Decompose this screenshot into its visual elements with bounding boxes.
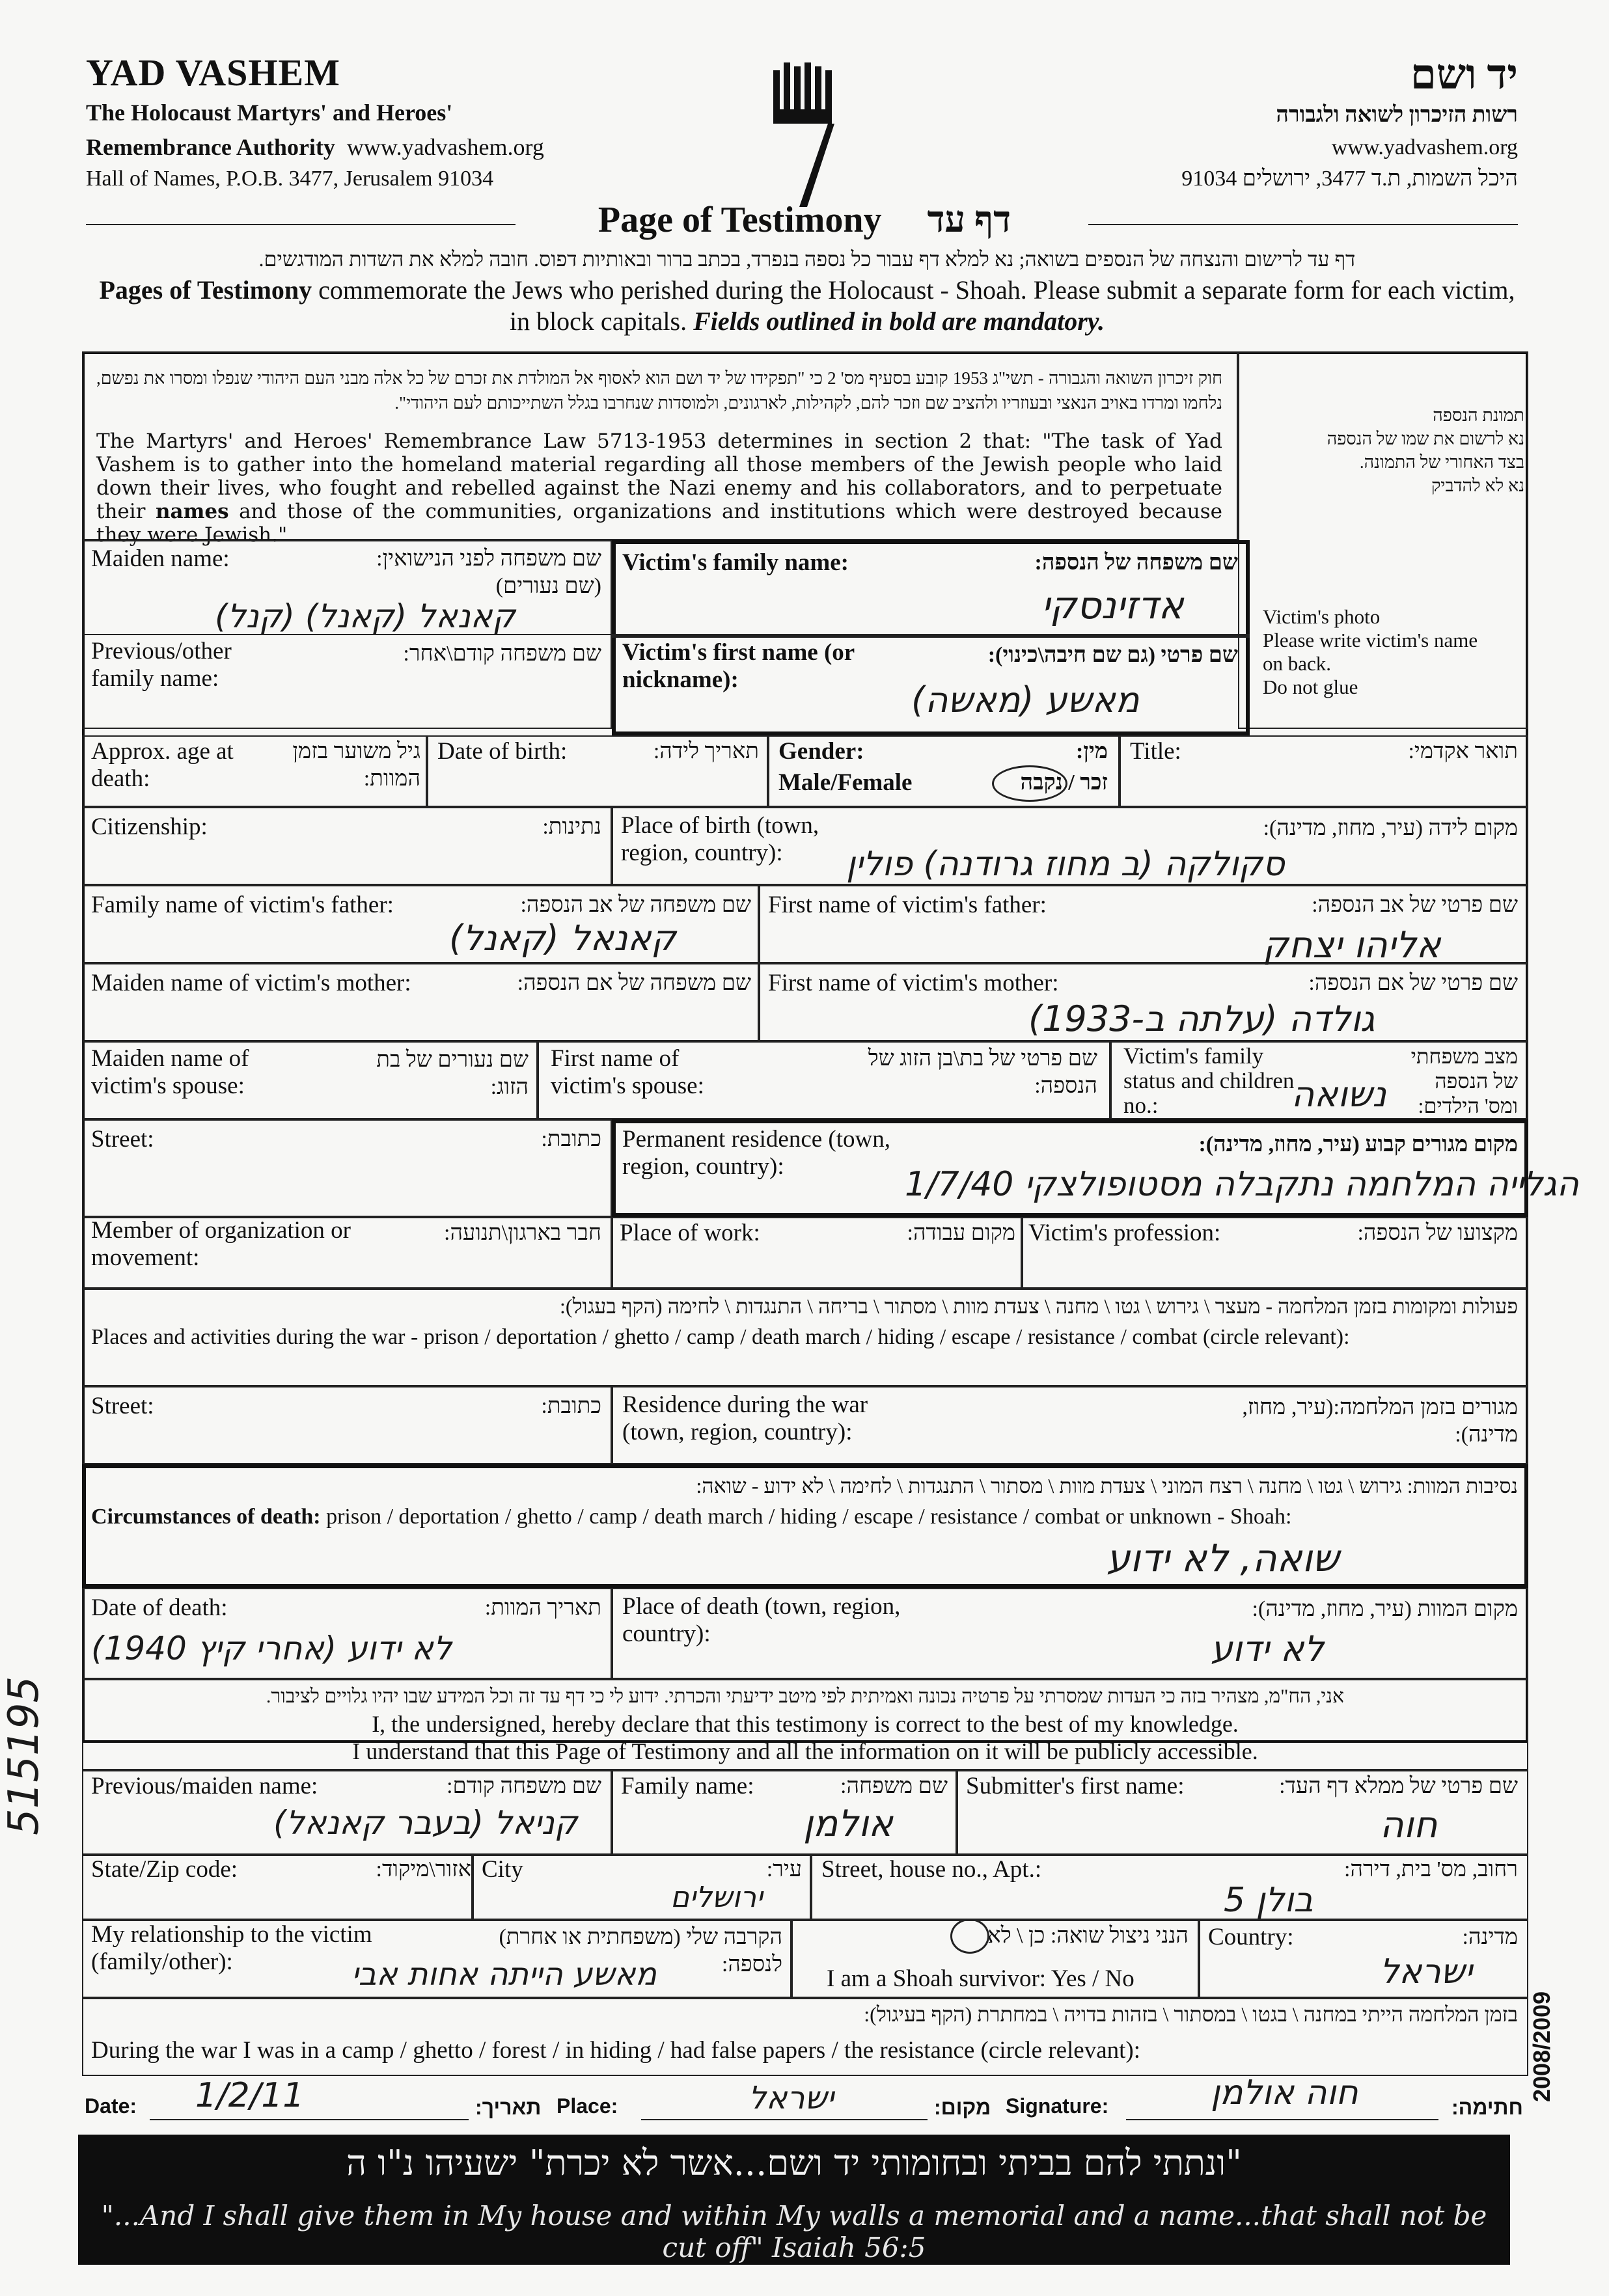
city-value[interactable]: ירושלים <box>670 1881 763 1914</box>
father-family-value[interactable]: קאנאל (קאנל) <box>449 918 676 959</box>
org-en-authority: Remembrance Authority <box>86 134 335 160</box>
submitter-prev-value[interactable]: קניאל (בעבר קאנאל) <box>273 1804 578 1842</box>
photo-en-1: Victim's photo <box>1263 605 1381 628</box>
declaration-en-1: I, the undersigned, hereby declare that this testimony is correct to the best of my knowledge. <box>372 1711 1239 1737</box>
circumstances-label <box>91 1503 1291 1531</box>
profession-label: Victim's profession: <box>1028 1220 1221 1246</box>
mother-maiden-label: Maiden name of victim's mother: <box>91 970 411 996</box>
father-family-label: Family name of victim's father: <box>91 892 394 918</box>
city-label: City <box>482 1856 523 1883</box>
maiden-name-value[interactable]: קאנאל (קאנל) (קנל) <box>215 597 516 635</box>
mother-maiden-label-he: שם משפחה של אם הנספה: <box>517 971 751 995</box>
war-res-label: Residence during the war (town, region, country): <box>622 1391 868 1445</box>
father-first-label-he: שם פרטי של אב הנספה: <box>1312 893 1518 917</box>
divider <box>612 634 1250 638</box>
photo-he-1: תמונת הנספה <box>1433 405 1524 425</box>
intro-hebrew: דף עד לרישום והנצחה של הנספים בשואה; נא למלא דף עבור כל נספה בנפרד, בכתב ברור ובאותיות דפוס. חובה למלא את השדות המודגשים. <box>258 247 1356 271</box>
spouse-maiden-label-he: שם נעורים של בת הזוג: <box>376 1048 529 1099</box>
victim-family-label: Victim's family name: <box>622 549 849 576</box>
country-label: Country: <box>1208 1924 1294 1950</box>
org-he-subtitle: רשות הזיכרון לשואה ולגבורה <box>1276 103 1518 127</box>
war-street-label: Street: <box>91 1393 154 1419</box>
war-experience-label-he: בזמן המלחמה הייתי במחנה \ בגטו \ במסתור \ בזהות בדויה \ במחתרת (הקף בעיגול): <box>864 2002 1518 2026</box>
places-label: Places and activities during the war - prison / deportation / ghetto / camp / death march / hiding / escape / resistance / combat (circle relevant): <box>91 1325 1350 1349</box>
victim-family-value[interactable]: אדזינסקי <box>1041 583 1184 627</box>
org-label: Member of organization or movement: <box>91 1217 351 1271</box>
submitter-prev-label: Previous/maiden name: <box>91 1773 318 1799</box>
yad-vashem-logo <box>768 57 840 217</box>
prev-family-label: Previous/other family name: <box>91 638 232 692</box>
work-label: Place of work: <box>620 1220 760 1246</box>
war-res-label-he: מגורים בזמן המלחמה:(עיר, מחוז, מדינה): <box>1242 1395 1518 1447</box>
father-first-value[interactable]: אליהו יצחק <box>1263 924 1441 966</box>
country-value[interactable]: ישראל <box>1380 1952 1473 1991</box>
photo-he-3: בצד האחורי של התמונה. <box>1359 452 1524 472</box>
survivor-label: I am a Shoah survivor: Yes / No <box>827 1965 1135 1992</box>
sig-label-he: חתימה: <box>1451 2096 1523 2119</box>
law-text-he: חוק זיכרון השואה והגבורה - תשי"ג 1953 קובע בסעיף מס' 2 כי "תפקידו של יד ושם הוא לאסוף אל המולדת את זכרם של כל אלה מבני העם היהודי שנפלו ומסרו את נפשם, נלחמו ומרדו באויב הנאצי ובעוזריו ולהציב שם וזכר להם, לקהילות, לארגונים, ולמוסדות שנחרבו בגלל השתייכותם לעם היהודי". <box>96 368 1223 413</box>
sig-date-label: Date: <box>85 2094 137 2118</box>
mother-first-value[interactable]: גולדה (עלתה ב-1933) <box>1028 998 1375 1039</box>
survivor-label-he: הנני ניצול שואה: כן \ לא <box>987 1924 1189 1948</box>
relationship-label: My relationship to the victim (family/other): <box>91 1921 372 1975</box>
sig-date-line <box>150 2119 469 2120</box>
maiden-name-label-he: שם משפחה לפני הנישואין: (שם נעורים) <box>376 547 601 598</box>
submitter-street-label-he: רחוב, מס' בית, דירה: <box>1343 1857 1518 1881</box>
work-label-he: מקום עבודה: <box>907 1221 1015 1245</box>
law-en-part1: The Martyrs' and Heroes' Remembrance Law 5713-1953 determines in section 2 that: "The task of Yad Vashem is to gather into the homeland material regarding all those members of the Jewish people who laid down their lives, who fought and rebelled against the Nazi enemy and his collaborators, and to perpetuate their <box>96 430 1222 523</box>
pod-label: Place of death (town, region, country): <box>622 1593 901 1647</box>
victim-first-label-he: שם פרטי (גם שם חיבה\כינוי): <box>987 643 1238 667</box>
photo-en-2: Please write victim's name <box>1263 629 1478 651</box>
pod-label-he: מקום המוות (עיר, מחוז, מדינה): <box>1252 1597 1518 1621</box>
law-en-part2: and those of the communities, organizations and institutions which were destroyed because they were Jewish." <box>96 500 1222 547</box>
places-label-he: פעולות ומקומות בזמן המלחמה - מעצר \ גירוש \ גטו \ מחנה \ צעדת מוות \ מסתור \ בריחה \ התנגדות \ לחימה (הקף בעגול): <box>560 1294 1518 1318</box>
family-status-label-he: מצב משפחתי של הנספה ומס' הילדים: <box>1410 1045 1518 1117</box>
pob-value[interactable]: סקולקה (ב מחוז גרודנה) פולין <box>846 845 1285 884</box>
country-label-he: מדינה: <box>1462 1925 1518 1949</box>
circumstances-label-bold: Circumstances of death: <box>91 1505 321 1529</box>
profession-label-he: מקצועו של הנספה: <box>1357 1221 1518 1245</box>
age-label-he: גיל משוער בזמן המוות: <box>292 739 420 791</box>
maiden-name-label: Maiden name: <box>91 545 230 572</box>
relationship-label-he: הקרבה שלי (משפחתית או אחרת) לנספה: <box>499 1925 782 1976</box>
submitter-family-value[interactable]: אולמן <box>803 1803 893 1845</box>
perm-res-value[interactable]: הגלייה המלחמה נתקבלה מסטופולצקי 1/7/40 <box>905 1165 1579 1204</box>
pob-label: Place of birth (town, region, country): <box>621 812 819 866</box>
spouse-first-label-he: שם פרטי של בת\בן הזוג של הנספה: <box>868 1046 1097 1098</box>
photo-he-4: נא לא להדביק <box>1431 476 1524 495</box>
relationship-value[interactable]: מאשע הייתה אחות אבי <box>351 1956 657 1993</box>
sig-date-label-he: תאריך: <box>475 2096 542 2119</box>
gender-options-he: זכר / נקבה <box>1020 771 1108 795</box>
sig-place-value[interactable]: ישראל <box>749 2080 834 2116</box>
margin-handwritten-number: 515195 <box>0 1676 48 1835</box>
divider <box>82 634 612 635</box>
submitter-street-label: Street, house no., Apt.: <box>821 1856 1042 1883</box>
father-family-label-he: שם משפחה של אב הנספה: <box>520 893 751 917</box>
dob-label-he: תאריך לידה: <box>653 739 759 763</box>
war-street-label-he: כתובת: <box>541 1394 601 1418</box>
law-en-names: names <box>155 500 229 523</box>
family-status-label: Victim's family status and children no.: <box>1123 1043 1295 1118</box>
pob-label-he: מקום לידה (עיר, מחוז, מדינה): <box>1263 816 1518 840</box>
sig-value[interactable]: חוה אולמן <box>1211 2073 1358 2112</box>
circumstances-label-he: נסיבות המוות: גירוש \ גטו \ מחנה \ רצח המוני \ צעדת מוות \ מסתור \ התנגדות \ לחימה \ לא ידוע - שואה: <box>696 1474 1518 1497</box>
page-title-en: Page of Testimony <box>598 200 882 240</box>
sig-place-line <box>641 2119 928 2120</box>
org-en-subtitle-2 <box>86 133 544 161</box>
form-code: 2008/2009 <box>1528 1991 1555 2102</box>
gender-options: Male/Female <box>778 769 913 796</box>
photo-en-4: Do not glue <box>1263 676 1358 698</box>
pod-value[interactable]: לא ידוע <box>1211 1628 1325 1669</box>
citizenship-label-he: נתינות: <box>542 815 601 839</box>
spouse-first-label: First name of victim's spouse: <box>551 1045 704 1099</box>
spouse-maiden-label: Maiden name of victim's spouse: <box>91 1045 249 1099</box>
victim-first-value[interactable]: מאשע (מאשה) <box>911 679 1140 720</box>
page-title-he: דף עד <box>927 200 1011 240</box>
page-title <box>0 199 1609 241</box>
intro-en-bold: Pages of Testimony <box>99 275 312 305</box>
mother-first-label: First name of victim's mother: <box>768 970 1059 996</box>
perm-res-label: Permanent residence (town, region, country): <box>622 1126 890 1180</box>
victim-first-label: Victim's first name (or nickname): <box>622 639 855 693</box>
street-label-he: כתובת: <box>541 1127 601 1151</box>
footer-quote-he: "ונתתי להם בביתי ובחומותי יד ושם...אשר לא יכרת" ישעיהו נ"ו ה <box>346 2142 1243 2183</box>
declaration-he: אני, הח"מ, מצהיר בזה כי העדות שמסרתי על פרטיה נכונה ואמיתית לפי מיטב ידיעתי והכרתי. ידוע לי כי דף עד זה וכל המידע שבו יהיו גלויים לציבור. <box>266 1686 1345 1707</box>
dod-label: Date of death: <box>91 1594 228 1621</box>
submitter-prev-label-he: שם משפחה קודם: <box>447 1774 601 1798</box>
org-en-title: YAD VASHEM <box>86 51 340 94</box>
war-experience-label: During the war I was in a camp / ghetto / forest / in hiding / had false papers / the resistance (circle relevant): <box>91 2037 1141 2064</box>
sig-line <box>1126 2119 1438 2120</box>
dob-label: Date of birth: <box>437 738 568 765</box>
submitter-first-label-he: שם פרטי של ממלא דף העד: <box>1279 1774 1518 1798</box>
circumstances-label-text: prison / deportation / ghetto / camp / death march / hiding / escape / resistance / combat or unknown - Shoah: <box>320 1505 1292 1529</box>
org-en-url: www.yadvashem.org <box>346 134 544 160</box>
survivor-no-circle <box>950 1919 989 1954</box>
org-he-address: היכל השמות, ת.ד 3477, ירושלים 91034 <box>1181 167 1518 191</box>
org-he-url: www.yadvashem.org <box>1331 135 1518 159</box>
intro-en-text: commemorate the Jews who perished during the Holocaust - Shoah. Please submit a separate form for each victim, in block capitals. <box>312 275 1515 336</box>
zip-label-he: אזור\מיקוד: <box>376 1857 471 1881</box>
footer-quote-en: "...And I shall give them in My house and within My walls a memorial and a name...that shall not be cut off" Isaiah 56:5 <box>101 2200 1487 2263</box>
org-he-title: יד ושם <box>1410 51 1518 98</box>
org-en-address: Hall of Names, P.O.B. 3477, Jerusalem 91034 <box>86 167 494 191</box>
circumstances-value[interactable]: שואה, לא ידוע <box>1107 1536 1340 1580</box>
dod-value[interactable]: לא ידוע (אחרי קיץ 1940) <box>91 1630 452 1667</box>
mother-first-label-he: שם פרטי של אם הנספה: <box>1308 971 1518 995</box>
sig-place-label: Place: <box>557 2094 618 2118</box>
gender-female-circle <box>992 765 1067 802</box>
submitter-family-label-he: שם משפחה: <box>840 1774 948 1798</box>
citizenship-label: Citizenship: <box>91 813 208 840</box>
declaration-en-2: I understand that this Page of Testimony and all the information on it will be publicly accessible. <box>352 1738 1258 1764</box>
perm-res-label-he: מקום מגורים קבוע (עיר, מחוז, מדינה): <box>1198 1132 1518 1156</box>
submitter-street-value[interactable]: בולן 5 <box>1224 1881 1313 1920</box>
org-en-subtitle: The Holocaust Martyrs' and Heroes' <box>86 100 453 126</box>
zip-label: State/Zip code: <box>91 1856 238 1883</box>
dod-label-he: תאריך המוות: <box>484 1596 601 1620</box>
submitter-first-label: Submitter's first name: <box>966 1773 1185 1799</box>
intro-english <box>91 275 1523 337</box>
org-label-he: חבר בארגון\תנועה: <box>444 1221 601 1245</box>
law-text-en <box>96 430 1222 547</box>
title-label-he: תואר אקדמי: <box>1408 739 1518 763</box>
sig-place-label-he: מקום: <box>934 2096 991 2119</box>
prev-family-label-he: שם משפחה קודם\אחר: <box>403 642 601 666</box>
photo-en-3: on back. <box>1263 652 1332 675</box>
photo-he-2: נא לרשום את שמו של הנספה <box>1327 429 1524 448</box>
submitter-first-value[interactable]: חוה <box>1380 1804 1438 1846</box>
gender-label-he: מין: <box>1075 739 1108 763</box>
submitter-family-label: Family name: <box>621 1773 754 1799</box>
sig-date-value[interactable]: 1/2/11 <box>195 2076 305 2115</box>
gender-label: Gender: <box>778 738 864 765</box>
father-first-label: First name of victim's father: <box>768 892 1047 918</box>
intro-en-mandatory: Fields outlined in bold are mandatory. <box>687 307 1105 336</box>
family-status-value[interactable]: נשואה <box>1291 1074 1386 1115</box>
sig-label: Signature: <box>1006 2094 1109 2118</box>
city-label-he: עיר: <box>766 1857 802 1881</box>
age-label: Approx. age at death: <box>91 738 234 792</box>
photo-box[interactable] <box>1238 351 1528 729</box>
title-label: Title: <box>1130 738 1181 765</box>
street-label: Street: <box>91 1126 154 1153</box>
victim-family-label-he: שם משפחה של הנספה: <box>1034 551 1238 575</box>
